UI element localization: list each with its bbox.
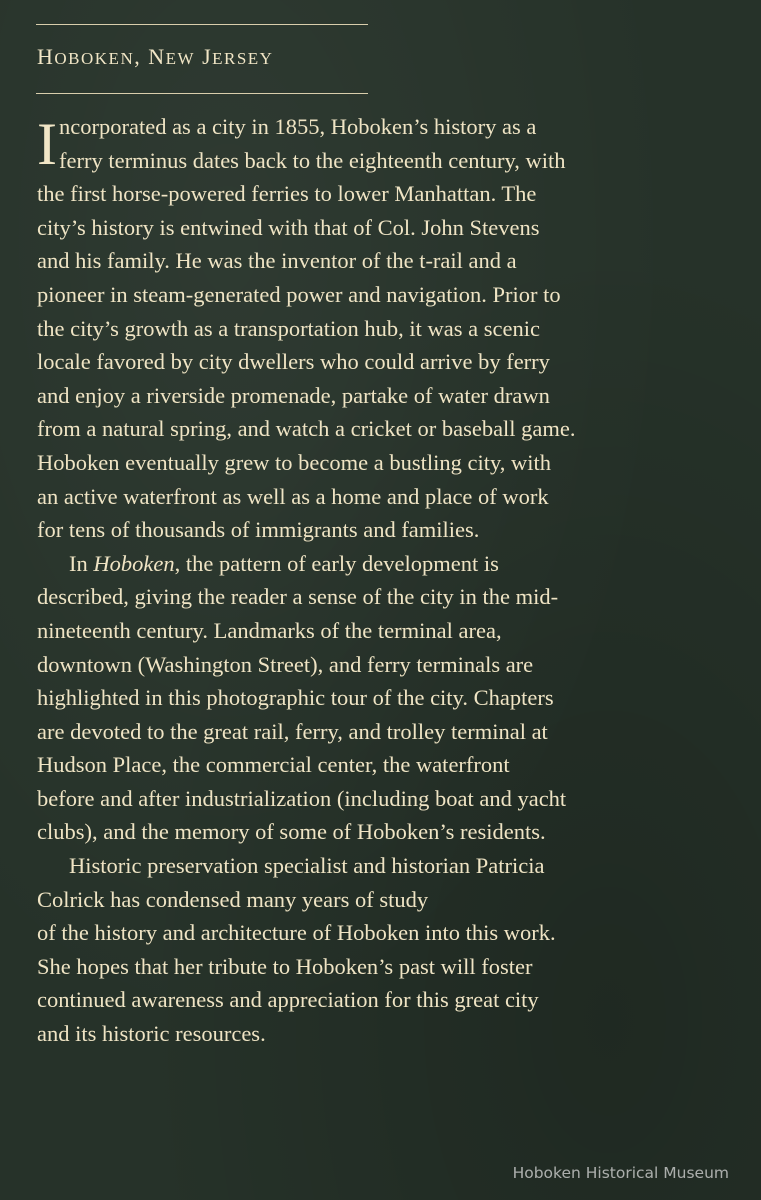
museum-watermark: Hoboken Historical Museum [512,1164,729,1182]
paragraph-3-line-2: Colrick has condensed many years of study [37,886,429,912]
paragraph-2-line-2: described, giving the reader a sense of the city in the mid- [37,584,559,610]
title-smallcaps-ersey: ERSEY [212,49,274,68]
paragraph-1-line-11: Hoboken eventually grew to become a bustling city, with [37,449,552,475]
paragraph-2-line-4: downtown (Washington Street), and ferry terminals are [37,651,534,677]
title-comma: , [134,44,149,69]
paragraph-3-line-6: and its historic resources. [37,1021,266,1047]
paragraph-1 [37,110,752,547]
paragraph-3-line-4: She hopes that her tribute to Hoboken’s past will foster [37,953,533,979]
paragraph-2-line-7: Hudson Place, the commercial center, the waterfront [37,752,510,778]
paragraph-1-line-3: the first horse-powered ferries to lower Manhattan. The [37,181,537,207]
title-initial-h: H [37,44,55,69]
series-title [37,44,273,70]
paragraph-2-line-3: nineteenth century. Landmarks of the terminal area, [37,617,502,643]
paragraph-1-line-4: city’s history is entwined with that of Col. John Stevens [37,214,540,240]
paragraph-1-line-1: I ncorporated as a city in 1855, Hoboken’s history as a [37,111,537,177]
title-smallcaps-ew: EW [165,49,196,68]
paragraph-3 [37,849,752,1051]
paragraph-2-line-1: In Hoboken, the pattern of early development is [69,550,499,576]
paragraph-3-line-5: continued awareness and appreciation for this great city [37,987,539,1013]
paragraph-2 [37,547,752,849]
paragraph-1-line-5: and his family. He was the inventor of the t-rail and a [37,248,517,274]
paragraph-1-line-6: pioneer in steam-generated power and navigation. Prior to [37,281,561,307]
book-title-italic: Hoboken [93,550,175,576]
blurb-text [37,110,752,1051]
paragraph-1-line-8: locale favored by city dwellers who could arrive by ferry [37,349,550,375]
paragraph-1-line-7: the city’s growth as a transportation hub, it was a scenic [37,315,540,341]
paragraph-1-line-10: from a natural spring, and watch a cricket or baseball game. [37,416,576,442]
bottom-rule [36,93,368,94]
paragraph-2-line-5: highlighted in this photographic tour of the city. Chapters [37,685,554,711]
paragraph-1-line-9: and enjoy a riverside promenade, partake of water drawn [37,382,550,408]
paragraph-3-line-1: Historic preservation specialist and historian Patricia [69,853,545,879]
top-rule [36,24,368,25]
paragraph-2-line-6: are devoted to the great rail, ferry, and trolley terminal at [37,718,548,744]
paragraph-1-line-12: an active waterfront as well as a home and place of work [37,483,549,509]
paragraph-1-line-2: ferry terminus dates back to the eighteenth century, with [59,147,566,173]
paragraph-3-line-3: of the history and architecture of Hoboken into this work. [37,920,556,946]
title-initial-j: J [202,44,213,69]
paragraph-1-line-13: for tens of thousands of immigrants and families. [37,517,480,543]
paragraph-2-line-8: before and after industrialization (including boat and yacht [37,785,567,811]
title-smallcaps-oboken: OBOKEN [54,49,135,68]
title-initial-n: N [148,44,166,69]
drop-cap: I [37,111,57,177]
paragraph-2-line-9: clubs), and the memory of some of Hoboken’s residents. [37,819,546,845]
